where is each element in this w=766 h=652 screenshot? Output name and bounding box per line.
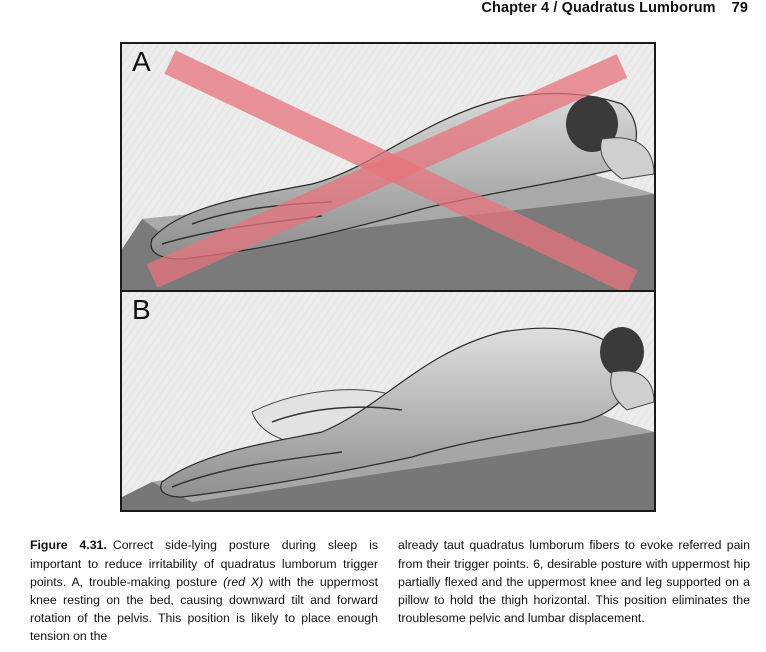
caption-text-1: Correct side-lying posture during sleep is important to reduce irritability of quadratus lumborum trigger points. A, trouble-making posture (30, 538, 378, 589)
figure-4-31 (120, 42, 656, 512)
caption-right-column (398, 536, 750, 627)
panel-b (122, 292, 654, 510)
panel-b-illustration (122, 292, 654, 510)
caption-italic: (red X) (223, 574, 264, 589)
page-number: 79 (731, 0, 748, 16)
head (600, 327, 644, 377)
panel-b-label: B (132, 294, 151, 325)
caption-text-3: already taut quadratus lumborum fibers to evoke referred pain from their trigger points. 6, desirable posture with uppermost hip partially flexed and the uppermost knee and leg supported on a pillow to hold the thigh horizontal. This position eliminates the troublesome pelvic and lumbar displacement. (398, 538, 750, 626)
chapter-title: Chapter 4 / Quadratus Lumborum (481, 0, 716, 16)
caption-text-2: with the uppermost knee resting on the bed, causing downward tilt and forward rotation of the pelvis. This position is likely to place enough tension on the (30, 574, 378, 644)
panel-a (122, 44, 654, 292)
figure-label: Figure 4.31. (30, 538, 107, 553)
running-head (481, 0, 748, 16)
caption-left-column (30, 536, 378, 645)
panel-a-label: A (132, 46, 151, 77)
panel-a-illustration (122, 44, 654, 290)
